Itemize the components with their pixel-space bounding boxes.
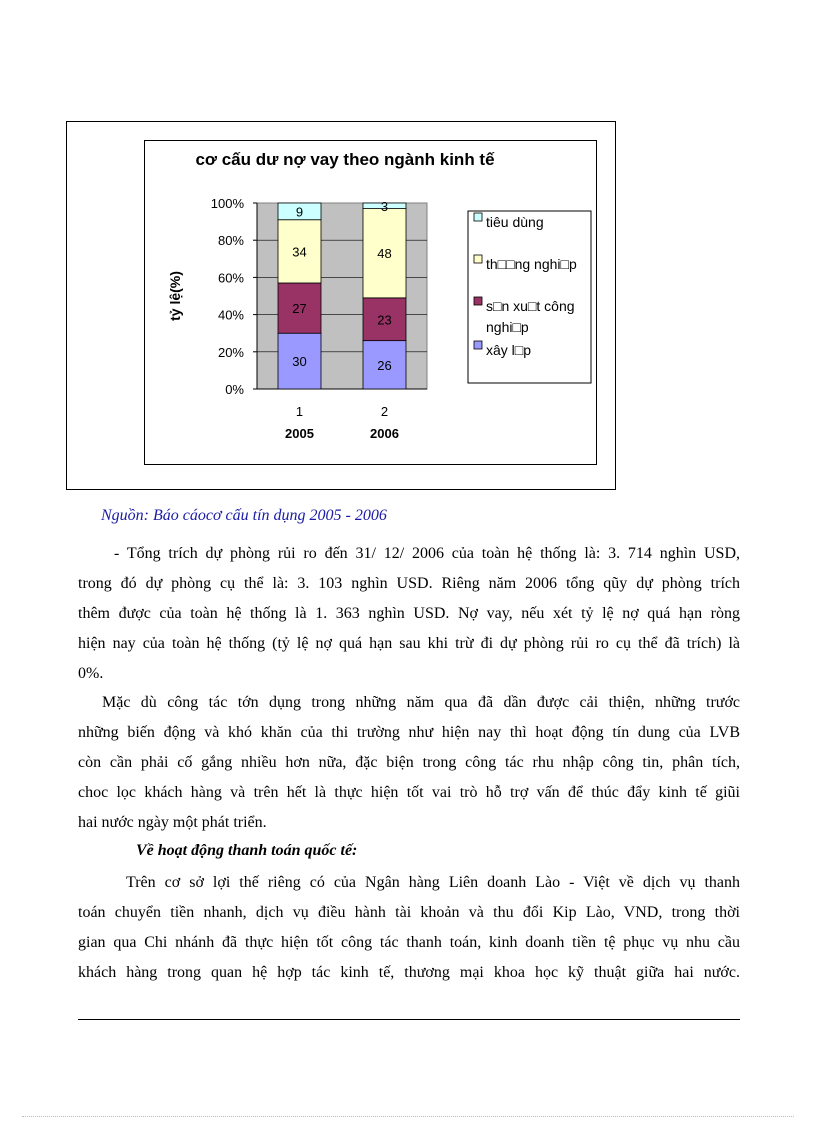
text-line: Mặc dù công tác tớn dụng trong những năm qua đã dần được cải thiện, những trước [102, 694, 740, 711]
text-line: gian qua Chi nhánh đã thực hiện tốt công tác thanh toán, kinh doanh tiền tệ phục vụ nhu cầu [78, 934, 740, 951]
legend-swatch [474, 341, 482, 349]
data-label: 23 [377, 312, 392, 328]
paragraph-payment [78, 868, 740, 988]
section-heading: Về hoạt động thanh toán quốc tế: [136, 842, 358, 859]
x-category-year: 2006 [370, 426, 399, 441]
y-tick-label: 40% [217, 307, 244, 323]
data-label: 3 [380, 198, 389, 214]
paragraph-provision [78, 539, 740, 689]
y-tick-label: 60% [217, 270, 244, 286]
text-line: trong đó dự phòng cụ thể là: 3. 103 nghìn USD. Riêng năm 2006 tổng qũy dự phòng trích [78, 575, 740, 592]
y-tick-label: 80% [217, 233, 244, 249]
y-tick-label: 20% [217, 344, 244, 360]
x-tick-label: 2 [380, 404, 389, 419]
source-note: Nguồn: Báo cáocơ cấu tín dụng 2005 - 2006 [101, 507, 387, 524]
footer-rule [78, 1019, 740, 1020]
legend-swatch [474, 297, 482, 305]
text-line: còn cần phải cố gắng nhiều hơn nữa, đặc biện trong công tác rhu nhập công tin, phân tích, [78, 754, 740, 771]
stacked-bar-chart [145, 141, 598, 466]
legend-swatch [474, 255, 482, 263]
y-axis-label: tỷ lệ(%) [167, 271, 183, 321]
text-line: Trên cơ sở lợi thế riêng có của Ngân hàng Liên doanh Lào - Việt về dịch vụ thanh [126, 874, 740, 891]
text-line: - Tổng trích dự phòng rủi ro đến 31/ 12/ 2006 của toàn hệ thống là: 3. 714 nghìn USD, [114, 545, 740, 562]
data-label: 9 [295, 204, 304, 220]
legend-label: xây l□p [486, 342, 532, 358]
x-tick-label: 1 [295, 404, 304, 419]
text-line: hai nước ngày một phát triển. [78, 814, 267, 831]
text-line: thêm được của toàn hệ thống là 1. 363 nghìn USD. Nợ vay, nếu xét tỷ lệ nợ quá hạn ròng [78, 605, 740, 622]
page-bottom-dotted-line [22, 1116, 794, 1117]
paragraph-credit [78, 688, 740, 838]
text-line: toán chuyển tiền nhanh, dịch vụ điều hành tài khoản và thu đổi Kip Lào, VND, trong thời [78, 904, 740, 921]
chart-title: cơ cấu dư nợ vay theo ngành kinh tế [195, 150, 495, 169]
x-category-year: 2005 [285, 426, 314, 441]
legend-label: nghi□p [486, 319, 529, 335]
text-line: hiện nay của toàn hệ thống (tỷ lệ nợ quá hạn sau khi trừ đi dự phòng rủi ro cụ thể đã trích) là [78, 635, 740, 652]
data-label: 27 [292, 301, 307, 317]
data-label: 30 [292, 354, 307, 370]
data-label: 26 [377, 357, 392, 373]
legend-label: tiêu dùng [486, 214, 544, 230]
data-label: 48 [377, 246, 392, 262]
chart-area [144, 140, 597, 465]
text-line: 0%. [78, 665, 104, 682]
legend-swatch [474, 213, 482, 221]
text-line: choc lọc khách hàng và trên hết là thực hiện tốt vai trò hỗ trợ vấn để thúc đẩy kinh tế giũi [78, 784, 740, 801]
text-line: khách hàng trong quan hệ hợp tác kinh tế, thương mại khoa học kỹ thuật giữa hai nước. [78, 964, 740, 981]
y-tick-label: 100% [210, 196, 244, 211]
text-line: những biến động và khó khăn của thi trường như hiện nay thì hoạt động tín dung của LVB [78, 724, 740, 741]
legend-label: th□□ng nghi□p [486, 256, 577, 272]
legend-label: s□n xu□t công [486, 298, 575, 314]
data-label: 34 [292, 244, 307, 260]
y-tick-label: 0% [225, 382, 244, 397]
